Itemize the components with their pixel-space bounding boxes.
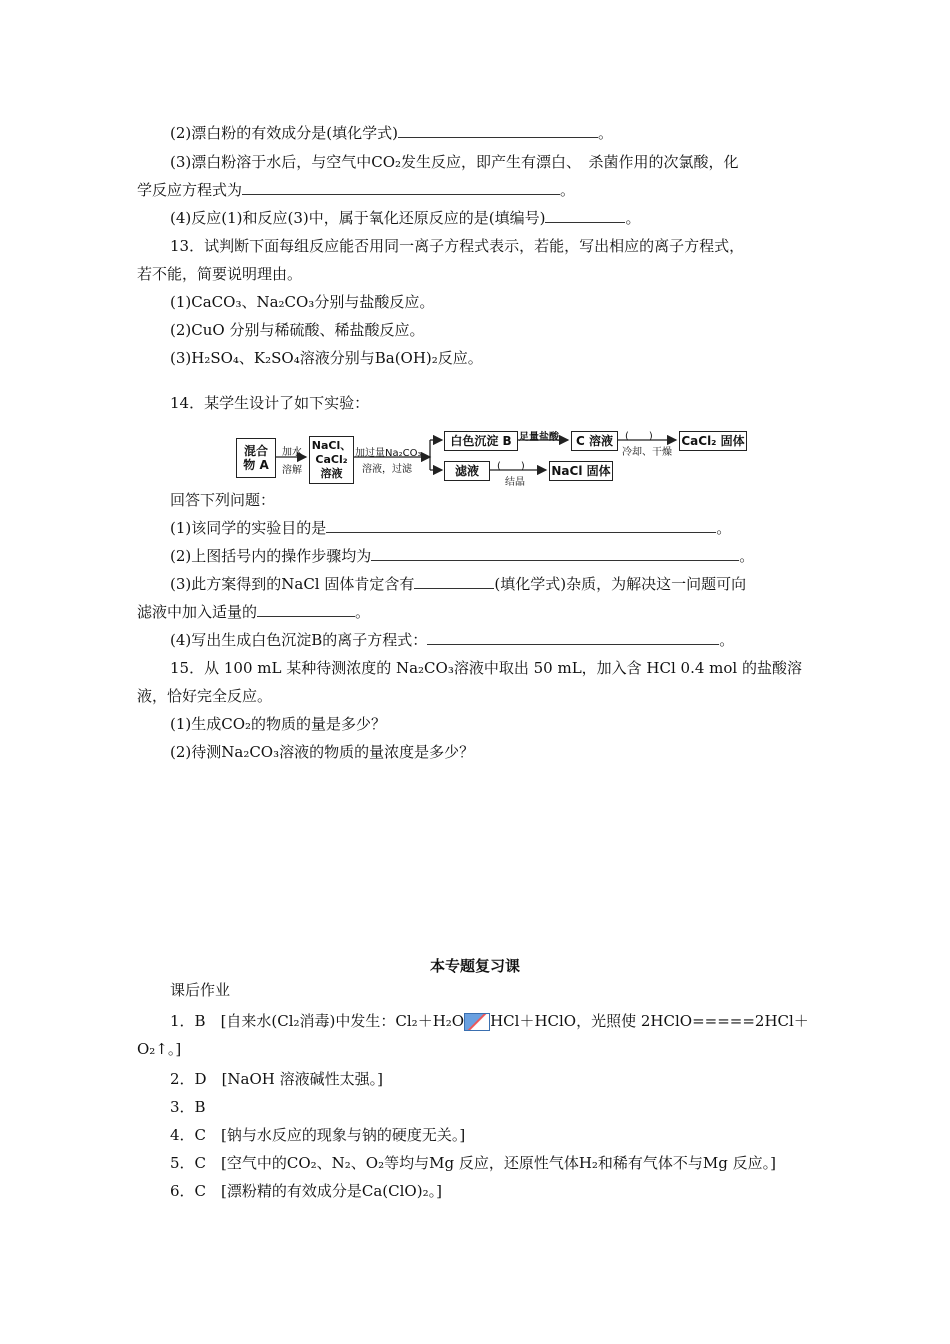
box-label: CaCl₂ (315, 453, 348, 466)
step-label: 溶解 (282, 465, 302, 476)
q13-line1: 13．试判断下面每组反应能否用同一离子方程式表示，若能，写出相应的离子方程式， (170, 237, 745, 255)
step-label: 溶液，过滤 (362, 464, 412, 475)
q14-part4 (170, 630, 734, 650)
step-blank: ( ) (625, 431, 653, 442)
step-label: 足量盐酸 (519, 432, 559, 443)
white-precipitate-b-box: 白色沉淀 B (444, 431, 518, 451)
section-heading: 本专题复习课 (429, 957, 520, 975)
q15-item1: (1)生成CO₂的物质的量是多少？ (170, 715, 387, 733)
period: 。 (739, 547, 755, 565)
q12-part3-text: 学反应方程式为 (137, 181, 243, 199)
box-label: 溶液 (320, 467, 343, 480)
answer-6: 6．C [漂粉精的有效成分是Ca(ClO)₂。] (170, 1182, 442, 1200)
q14-part2-text: (2)上图括号内的操作步骤均为 (170, 547, 372, 565)
box-label: 混合 (243, 444, 268, 458)
period: 。 (716, 519, 732, 537)
q14-part2 (170, 546, 754, 566)
answer-blank[interactable] (414, 574, 494, 589)
q14-intro: 14．某学生设计了如下实验： (170, 394, 370, 412)
q15-line2: 液，恰好完全反应。 (137, 687, 273, 705)
answer-2: 2．D [NaOH 溶液碱性太强。] (170, 1070, 383, 1088)
q13-item2: (2)CuO 分别与稀硫酸、稀盐酸反应。 (170, 321, 425, 339)
answer-blank[interactable] (427, 630, 719, 645)
flow-arrows (0, 0, 950, 500)
step-label: 结晶 (505, 477, 525, 488)
solution-box (309, 436, 354, 484)
nacl-solid-box: NaCl 固体 (549, 461, 613, 481)
answer-text: HCl＋HClO，光照使 2HClO=====2HCl＋ (490, 1012, 809, 1030)
section-subheading: 课后作业 (170, 981, 231, 999)
answer-text: 1．B [自来水(Cl₂消毒)中发生：Cl₂＋H₂O (170, 1012, 465, 1030)
period: 。 (355, 603, 371, 621)
c-solution-box: C 溶液 (571, 431, 618, 451)
filtrate-box: 滤液 (444, 461, 490, 481)
q14-part3-text: (3)此方案得到的NaCl 固体肯定含有 (170, 575, 415, 593)
period: 。 (625, 209, 641, 227)
q12-part2-text: (2)漂白粉的有效成分是(填化学式) (170, 124, 398, 142)
answer-5: 5．C [空气中的CO₂、N₂、O₂等均与Mg 反应，还原性气体H₂和稀有气体不与Mg 反应。] (170, 1154, 777, 1172)
box-label: 物 A (243, 458, 269, 472)
step-label: 加过量Na₂CO₃ (355, 448, 422, 459)
q14-answer-prompt: 回答下列问题： (170, 491, 276, 509)
reversible-arrow-icon (464, 1013, 490, 1031)
q14-part1-text: (1)该同学的实验目的是 (170, 519, 327, 537)
q13-item1: (1)CaCO₃、Na₂CO₃分别与盐酸反应。 (170, 293, 435, 311)
step-blank: ( ) (497, 461, 525, 472)
q14-part3-text: 滤液中加入适量的 (137, 603, 258, 621)
answer-blank[interactable] (326, 518, 716, 533)
answer-1-line1 (170, 1011, 809, 1031)
q14-part3-line1 (170, 574, 746, 594)
answer-blank[interactable] (371, 546, 739, 561)
period: 。 (597, 124, 613, 142)
box-label: NaCl、 (311, 439, 352, 452)
answer-4: 4．C [钠与水反应的现象与钠的硬度无关。] (170, 1126, 466, 1144)
q14-part3-text: (填化学式)杂质，为解决这一问题可向 (494, 575, 747, 593)
q13-item3: (3)H₂SO₄、K₂SO₄溶液分别与Ba(OH)₂反应。 (170, 349, 483, 367)
q14-part4-text: (4)写出生成白色沉淀B的离子方程式： (170, 631, 428, 649)
step-label: 加水 (282, 447, 302, 458)
answer-blank[interactable] (257, 602, 355, 617)
q15-item2: (2)待测Na₂CO₃溶液的物质的量浓度是多少？ (170, 743, 475, 761)
q13-line2: 若不能，简要说明理由。 (137, 265, 303, 283)
q15-line1: 15．从 100 mL 某种待测浓度的 Na₂CO₃溶液中取出 50 mL，加入含 HCl 0.4 mol 的盐酸溶 (170, 659, 802, 677)
q12-part3-line1: (3)漂白粉溶于水后，与空气中CO₂发生反应，即产生有漂白、 杀菌作用的次氯酸，化 (170, 153, 739, 171)
period: 。 (560, 181, 576, 199)
answer-3: 3．B (170, 1098, 206, 1116)
mixture-a-box (236, 438, 276, 478)
step-label: 冷却、干燥 (622, 447, 672, 458)
period: 。 (719, 631, 735, 649)
answer-1-line2: O₂↑。] (137, 1040, 182, 1058)
q12-part4-text: (4)反应(1)和反应(3)中，属于氧化还原反应的是(填编号) (170, 209, 546, 227)
cacl2-solid-box: CaCl₂ 固体 (679, 431, 747, 451)
q14-part3-line2 (137, 602, 370, 622)
q14-part1 (170, 518, 731, 538)
